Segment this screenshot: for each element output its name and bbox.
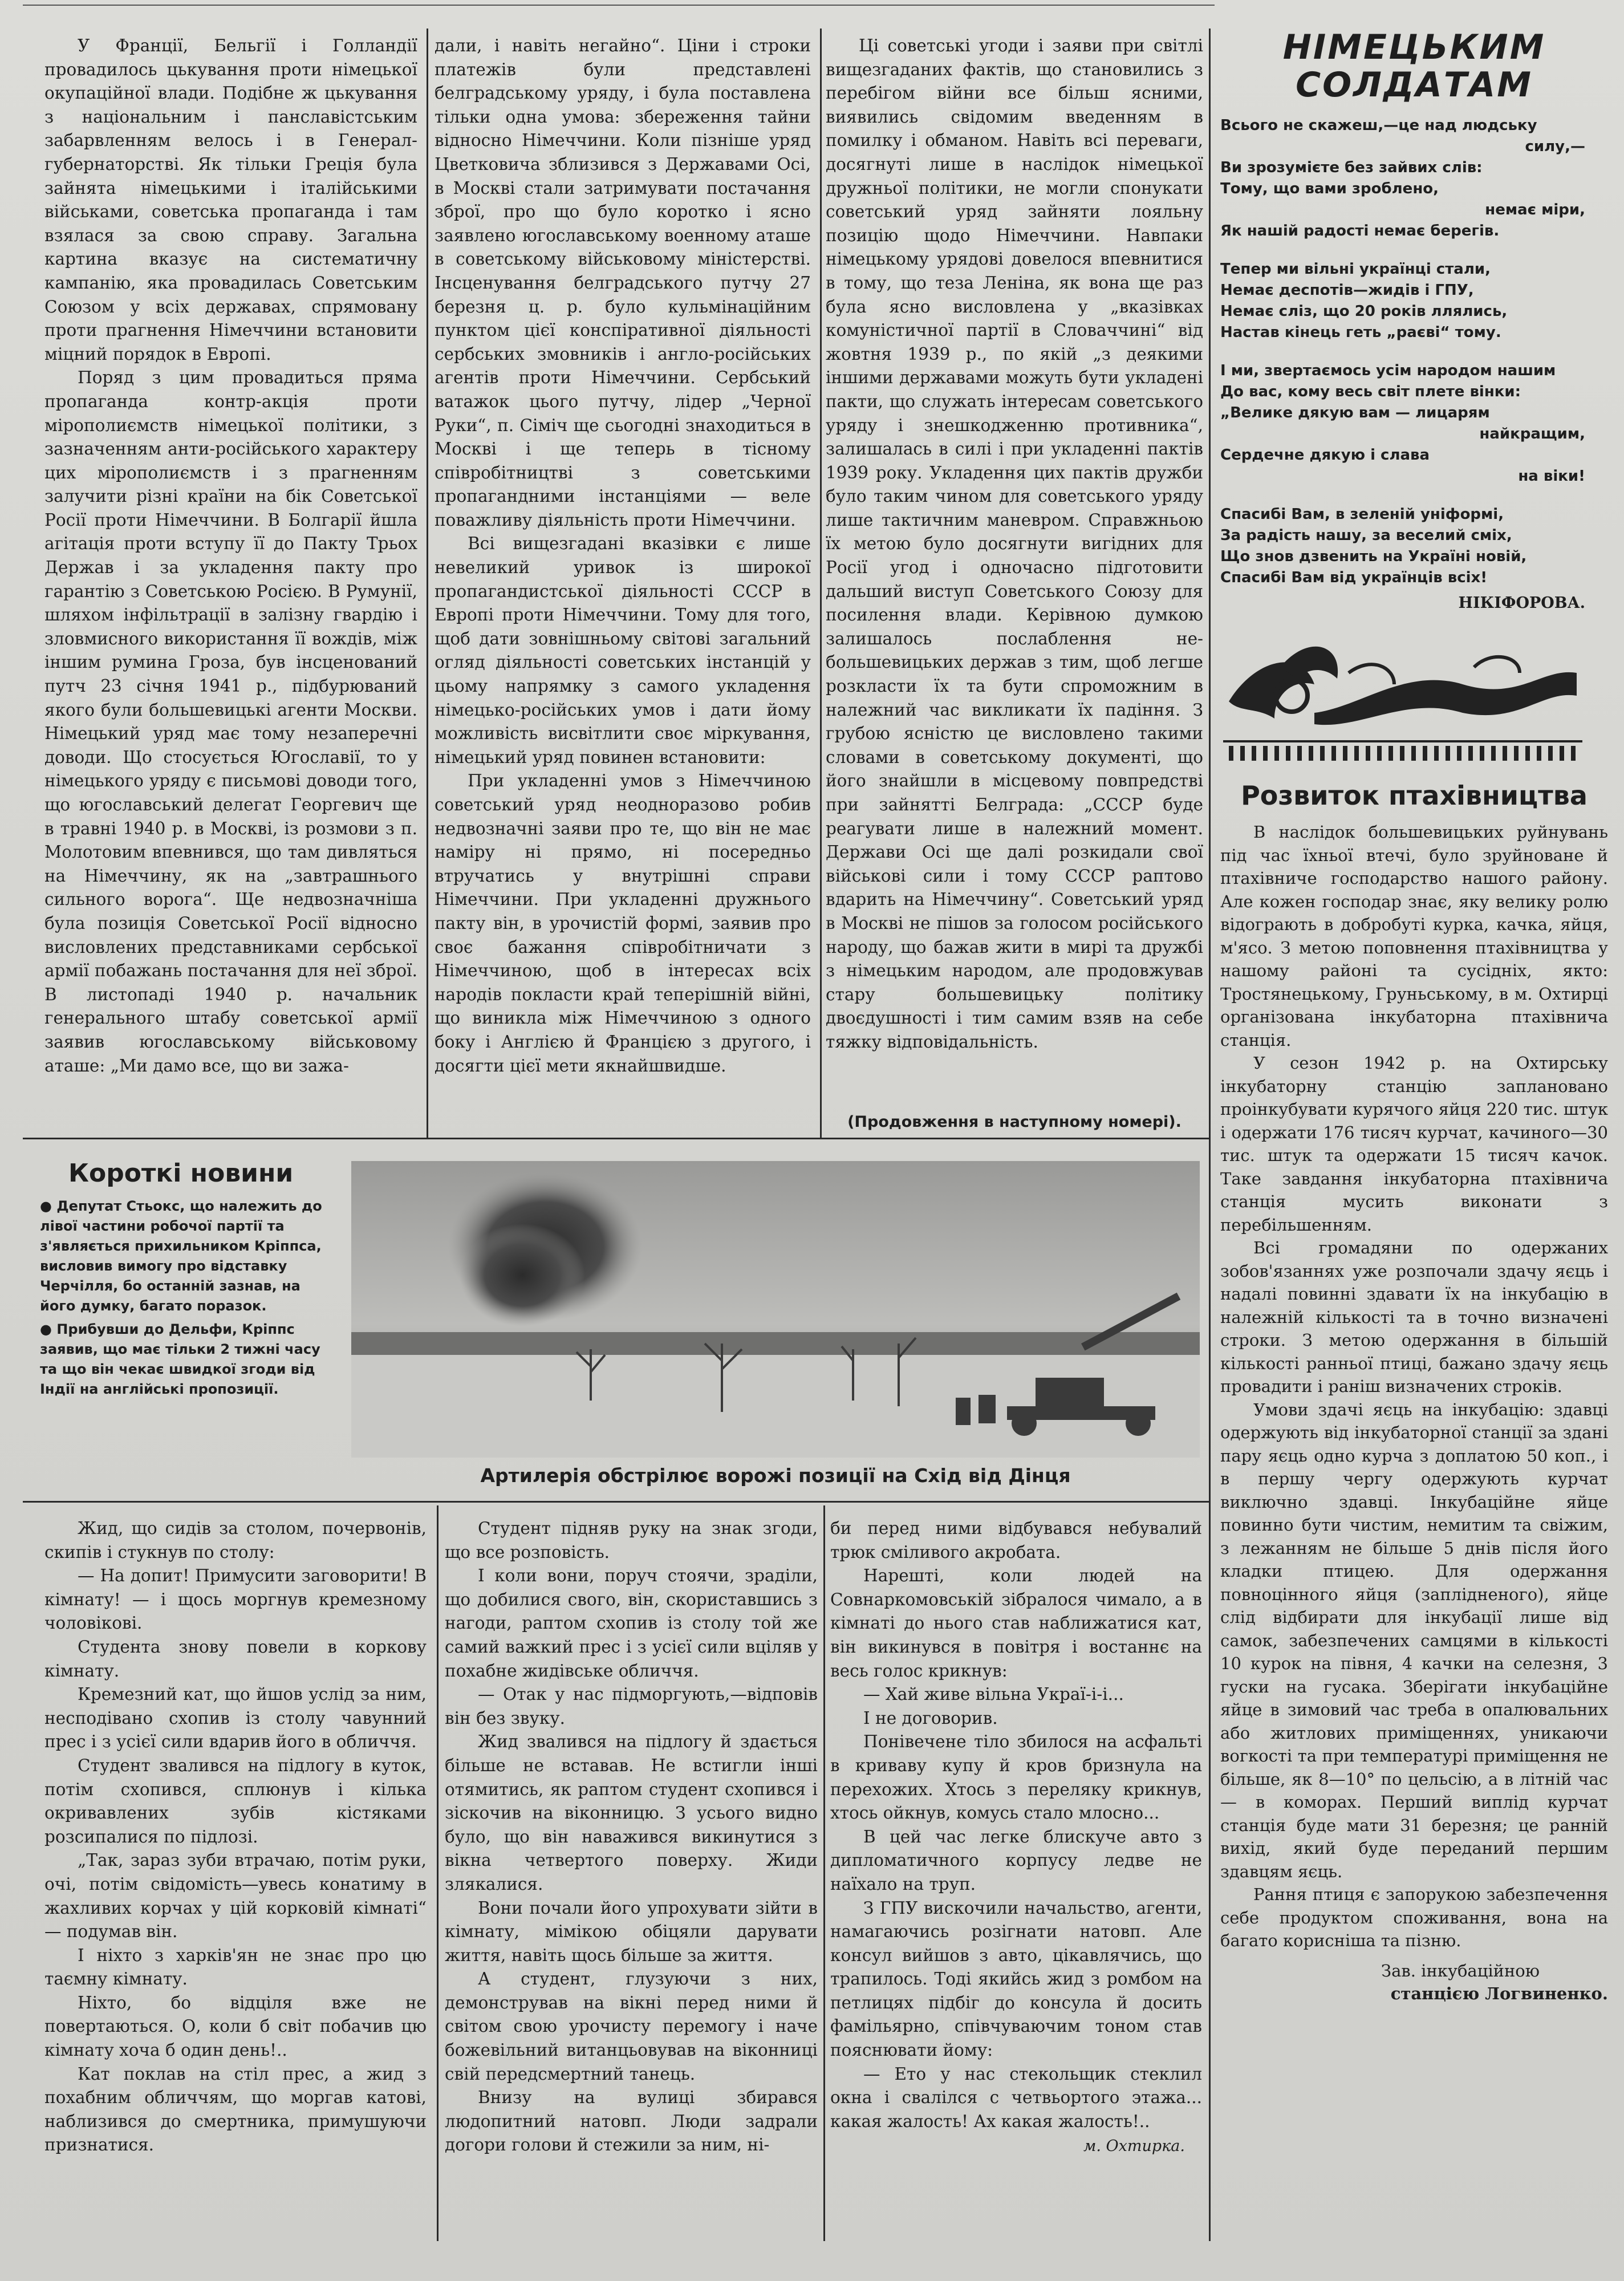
paragraph: Всі вищезгадані вказівки є лише невеликий уривок із широкої пропагандистської діяльності СССР в Европі проти Німеччини. Тому для того, щоб дати зовнішньому світові загальний огляд діяльності советських інстанцій у цьому напрямку з самого укладення німецько-російських умов і дати йому можливість висвітлити своє міркування, німецький уряд повинен встановити:: [435, 534, 811, 767]
poem-line: найкращим,: [1479, 425, 1585, 443]
poem-line: „Велике дякую вам — лицарям: [1220, 404, 1490, 421]
poem-line: Настав кінець геть „раєві“ тому.: [1220, 324, 1501, 341]
artillery-photo: [351, 1161, 1200, 1458]
main-article-column-2: [435, 34, 811, 1135]
story-rule: [23, 1501, 1209, 1503]
photo-caption: Артилерія обстрілює ворожі позиції на Схід від Дінця: [480, 1464, 1071, 1487]
paragraph: Понівечене тіло збилося на асфальті в криваву купу й кров бризнула на перехожих. Хтось з переляку крикнув, хтось ойкнув, комусь стало млосно...: [830, 1732, 1202, 1823]
paragraph: Жид, що сидів за столом, почервонів, скипів і стукнув по столу:: [44, 1519, 427, 1562]
poultry-body: [1220, 821, 1608, 1953]
poem-block: [1220, 29, 1608, 612]
poem-body: [1220, 115, 1608, 588]
bullet-icon: ●: [40, 1321, 57, 1337]
top-rule: [23, 5, 1215, 6]
paragraph: Кремезний кат, що йшов услід за ним, несподівано схопив із столу чавунний прес і з усієї сили вдарив його в обличчя.: [44, 1685, 427, 1752]
poem-line: Немає сліз, що 20 років ллялись,: [1220, 303, 1508, 320]
floral-ornament-icon: [1223, 633, 1582, 764]
paragraph: В цей час легке блискуче авто з дипломатичного корпусу ледве не наїхало на труп.: [830, 1827, 1202, 1894]
stanza-gap: [1220, 343, 1608, 360]
signature-line-2: станцією Логвиненко.: [1390, 1983, 1608, 2003]
paragraph: Студент звалився на підлогу в куток, потім схопився, сплюнув і кілька окривавлених зубів кістяками розсипалися по підлозі.: [44, 1755, 427, 1846]
paragraph: би перед ними відбувався небувалий трюк сміливого акробата.: [830, 1519, 1202, 1562]
section-rule: [23, 1138, 1209, 1139]
paragraph: Студента знову повели в коркову кімнату.: [44, 1637, 427, 1681]
news-item: [40, 1196, 336, 1316]
paragraph: З ГПУ вискочили начальство, агенти, намагаючись розігнати натовп. Але консул вийшов з авто, цікавлячись, що трапилось. Тоді якийсь жид з ромбом на петлицях підбіг до консула й досить фамільярно, співчуваючим тоном став пояснювати йому:: [830, 1898, 1202, 2060]
paragraph: „Так, зараз зуби втрачаю, потім руки, очі, потім свідомість—увесь конатиму в жахливих корчах у цій корковій кімнаті“ — подумав він.: [44, 1850, 427, 1942]
paragraph: Студент підняв руку на знак згоди, що все розповість.: [445, 1519, 818, 1562]
paragraph: — Отак у нас підморгують,—відповів він без звуку.: [445, 1685, 818, 1728]
ornament: [1223, 633, 1582, 764]
poem-line: Тому, що вами зроблено,: [1220, 180, 1439, 197]
column-divider: [820, 29, 822, 1138]
poultry-title: Розвиток птахівництва: [1241, 780, 1588, 811]
paragraph: Внизу на вулиці збирався людопитний натовп. Люди задрали догори голови й стежили за ним, ні-: [445, 2088, 818, 2155]
paragraph: У сезон 1942 р. на Охтирську інкубаторну станцію заплановано проінкубувати курячого яйця 220 тис. штук і одержати 176 тисяч курчат, качиного—30 тис. штук та одержати 15 тисяч качок. Таке завдання інкубаторна птахівнича станція мусить виконати з перебільшенням.: [1220, 1053, 1608, 1235]
poem-line: До вас, кому весь світ плете вінки:: [1220, 383, 1521, 400]
paragraph: — Хай живе вільна Украї-і-і...: [863, 1685, 1124, 1704]
paragraph: — На допит! Примусити заговорити! В кімнату! — і щось моргнув кремезному чоловікові.: [44, 1566, 427, 1633]
paragraph: Кат поклав на стіл прес, а жид з похабним обличчям, що моргав катові, наблизився до смертника, примушуючи признатися.: [44, 2064, 427, 2155]
paragraph: Нарешті, коли людей на Совнаркомовській зібралося чимало, а в кімнаті до нього став наближатися кат, він викинувся в повітря і востаннє на весь голос крикнув:: [830, 1566, 1202, 1681]
paragraph: Поряд з цим провадиться пряма пропаганда контр-акція проти мірополиємств німецької політики, з зазначенням анти-російського характеру цих мірополиємств і з прагненням залучити різні країни на бік Советської Росії проти Німеччини. В Болгарії йшла агітація проти вступу її до Пакту Трьох Держав і за укладення пакту про гарантію з Советською Росією. В Румунії, шляхом інфільтрації в залізну гвардію і зловмисного використання її вождів, між іншим румина Гроза, був інсценований путч 23 січня 1941 р., підбурюваний якого були большевицькі агенти Москви. Німецький уряд має тому незаперечні доводи. Що стосується Югославії, то у німецького уряду є письмові доводи того, що югославський делегат Георгевич ще в травні 1940 р. в Москві, із розмови з п. Молотовим впевнився, що там дивляться на Німеччину, як на „завтрашнього сильного ворога“. Ще недвозначніша була позиція Советської Росії відносно висловлених представниками сербської армії побажань постачання для неї зброї. В листопаді 1940 р. начальник генерального штабу советської армії заявив югославському військовому аташе: „Ми дамо все, що ви зажа-: [44, 368, 417, 1075]
paragraph: І ніхто з харків'ян не знає про цю таємну кімнату.: [44, 1945, 427, 1989]
news-items: [40, 1196, 336, 1399]
story-column-2: [445, 1517, 818, 2241]
main-article-column-3: [826, 34, 1203, 1118]
paragraph: Рання птиця є запорукою забезпечення себе продуктом споживання, вона на багато корисніша та пізню.: [1220, 1885, 1608, 1950]
poem-title-line-2: СОЛДАТАМ: [1296, 65, 1533, 105]
signature-line-1: Зав. інкубаційною: [1381, 1961, 1540, 1980]
short-news: [40, 1158, 336, 1403]
column-divider: [437, 1505, 439, 2241]
paragraph: При укладенні умов з Німеччиною советський уряд неодноразово робив недвозначні заяви про те, що він не має наміру ні прямо, ні посередньо втручатись у внутрішні справи Німеччини. При укладенні дружнього пакту він, в урочистій формі, заявив про своє бажання співробітничати з Німеччиною, щоб в інтересах всіх народів покласти край теперішній війні, що виникла між Німеччиною з одного боку і Англією й Францією з другого, і досягти цієї мети якнайшвидше.: [435, 771, 811, 1075]
artillery-photo-image: [351, 1161, 1200, 1458]
paragraph: А студент, глузуючи з них, демонстрував на вікні перед ними й світом свою урочисту перемогу і наче божевільний витанцьовував на віконниці свій передсмертний танець.: [445, 1969, 818, 2084]
poem-line: немає міри,: [1485, 201, 1585, 218]
paragraph: Ніхто, бо відціля вже не повертаються. О, коли б світ побачив цю кімнату хоча б один день!..: [44, 1992, 427, 2060]
poem-title: [1220, 29, 1608, 104]
place-signature: м. Охтирка.: [1083, 2137, 1185, 2156]
paragraph: В наслідок большевицьких руйнувань під час їхньої втечі, було зруйноване й птахівниче господарство нашого району. Але кожен господар знає, яку велику ролю відограють в добробуті курка, качка, яйця, м'ясо. З метою поповнення птахівництва у нашому районі та сусідніх, якто: Тростянецькому, Груньському, в м. Охтирці організована інкубаторна птахівнича станція.: [1220, 822, 1608, 1050]
sidebar-divider: [1209, 29, 1211, 2241]
poem-line: І ми, звертаємось усім народом нашим: [1220, 362, 1556, 379]
stanza-gap: [1220, 487, 1608, 504]
paragraph: Жид звалився на підлогу й здається більше не вставав. Не встигли інші отямитись, як раптом студент схопився і зіскочив на віконницю. З усього видно було, що він наважився викинутися з вікна четвертого поверху. Жиди злякалися.: [445, 1732, 818, 1894]
paragraph: дали, і навіть негайно“. Ціни і строки платежів були представлені белградському уряду, і була поставлена тільки одна умова: збереження тайни відносно Німеччини. Коли пізніше уряд Цветковича зблизився з Державами Осі, в Москві стали затримувати постачання зброї, про що було коротко і ясно заявлено югославському военному аташе в советському військовому міністерстві. Інсценування белградського путчу 27 березня ц. р. було кульмінаційним пунктом цієї конспіративної діяльності сербських змовників і англо-російських агентів проти Німеччини. Сербський ватажок цього путчу, лідер „Черної Руки“, п. Сіміч ще сьогодні знаходиться в Москві і ще теперь в тісному співробітництві з советськими пропагандними інстанціями — веле поважливу діяльність проти Німеччини.: [435, 36, 811, 530]
column-divider: [427, 29, 428, 1138]
poem-line: Як нашій радості немає берегів.: [1220, 222, 1500, 240]
news-title: Короткі новини: [68, 1159, 294, 1188]
poem-line: Всього не скажеш,—це над людську: [1220, 117, 1537, 134]
continued-note: (Продовження в наступному номері).: [847, 1113, 1182, 1131]
poultry-signature: [1220, 1959, 1608, 2005]
story-column-1: [44, 1517, 427, 2241]
poultry-article: [1220, 778, 1608, 2244]
column-divider: [823, 1505, 825, 2241]
poem-line: Що знов дзвенить на Україні новій,: [1220, 548, 1527, 565]
paragraph: І не договорив.: [863, 1708, 998, 1728]
poem-line: За радість нашу, за веселий сміх,: [1220, 527, 1512, 544]
poem-line: силу,—: [1525, 138, 1585, 155]
stanza-gap: [1220, 242, 1608, 259]
news-item-text: Депутат Стьокс, що належить до лівої частини робочої партії та з'являється прихильником Кріппса, висловив вимогу про відставку Черчілля, бо останній зазнав, на його думку, багато поразок.: [40, 1198, 322, 1314]
paragraph: У Франції, Бельгії і Голландії провадилось цькування проти німецької окупаційної влади. Подібне ж цькування з національним і панславістським забарвленням велось і в Генерал-губернаторстві. Як тільки Греція була зайнята німецькими і італійськими військами, советська пропаганда і там взялася за свою справу. Загальна картина вказує на систематичну кампанію, яка провадилась Советським Союзом у всіх державах, спрямовану проти прагнення Німеччини встановити міцний порядок в Европі.: [44, 36, 417, 364]
main-article-column-1: [44, 34, 417, 1135]
news-item-text: Прибувши до Дельфи, Кріппс заявив, що має тільки 2 тижні часу та що він чекає швидкої згоди від Індії на англійські пропозиції.: [40, 1321, 320, 1397]
paragraph: Всі громадяни по одержаних зобов'язаннях уже розпочали здачу яєць і надалі повинні здавати їх на інкубацію в належній кількості та в точно визначені строки. З метою одержання в більшій кількості ранньої птиці, бажано здачу яєць провадити і раніш визначених строків.: [1220, 1238, 1608, 1396]
poem-line: Спасибі Вам від українців всіх!: [1220, 569, 1488, 586]
bullet-icon: ●: [40, 1198, 57, 1214]
paragraph: Вони почали його упрохувати зійти в кімнату, мімікою обіцяли дарувати життя, навіть щось більше за життя.: [445, 1898, 818, 1965]
poem-line: Немає деспотів—жидів і ГПУ,: [1220, 282, 1474, 299]
paragraph: — Ето у нас стекольщик стеклил окна і свалілся с четвьортого этажа... какая жалость! Ах какая жалость!..: [830, 2064, 1202, 2131]
paragraph: І коли вони, поруч стоячи, зраділи, що добилися свого, він, скориставшись з нагоди, раптом схопив із столу той же самий важкий прес і з усієї сили вціляв у похабне жидівське обличчя.: [445, 1566, 818, 1681]
poem-author: НІКІФОРОВА.: [1458, 594, 1585, 612]
poem-line: Тепер ми вільні українці стали,: [1220, 261, 1491, 278]
news-item: [40, 1320, 336, 1399]
poem-line: Спасибі Вам, в зеленій уніформі,: [1220, 506, 1504, 523]
poem-line: на віки!: [1518, 468, 1585, 485]
story-column-3: [830, 1517, 1202, 2241]
poem-line: Сердечне дякую і слава: [1220, 447, 1430, 464]
paragraph: Ці советські угоди і заяви при світлі вищезгаданих фактів, що становились з перебігом війни все більш ясними, виявились свідомим введенням в помилку і обманом. Навіть всі переваги, досягнуті лише в наслідок німецької дружньої політики, не могли спонукати советський уряд зайняти лояльну позицію щодо Німеччини. Навпаки німецькому урядові довелося впевнитися в тому, що теза Леніна, як вона ще раз була ясно висловлена у „вказівках комуністичної партії в Словаччині“ від жовтня 1939 р., по якій „з деякими іншими державами можуть бути укладені пакти, що служать інтересам советського уряду і знешкодженню противника“, залишалась в силі і при укладенні пактів 1939 року. Укладення цих пактів дружби було таким чином для советського уряду лише тактичним маневром. Справжньою їх метою було досягнути вигідних для Росії угод і одночасно підготовити дальший виступ Советського Союзу для посилення влади. Керівною думкою залишалось послаблення не-большевицьких держав з тим, щоб легше розкласти їх та бути спроможним в належний час викликати їх падіння. З грубою ясністю це висловлено такими словами в советському документі, що його знайшли в місцевому повпредстві при зайнятті Белграда: „СССР буде реагувати лише в належний момент. Держави Осі ще далі розкидали свої військові сили і тому СССР раптово вдарить на Німеччину“. Советський уряд в Москві не пішов за голосом російського народу, що бажав жити в мирі та дружбі з німецьким народом, але продовжував стару большевицьку політику двоєдушності і тим самим взяв на себе тяжку відповідальність.: [826, 36, 1203, 1052]
poem-line: Ви зрозумієте без зайвих слів:: [1220, 159, 1483, 176]
paragraph: Умови здачі яєць на інкубацію: здавці одержують від інкубаторної станції за здані пару яєць одно курча з доплатою 50 коп., і в першу чергу одержують курчат виключно здавці. Інкубаційне яйце повинно бути чистим, немитим та свіжим, з лежанням не більше 5 днів після його кладки птицею. Для одержання повноцінного яйця (заплідненого), яйце слід відбирати для інкубації лише від самок, забезпечених самцями в кількості 10 курок на півня, 4 качки на селезня, 3 гуски на гусака. Зберігати інкубаційне яйце в зимовий час треба в опалювальних або житлових приміщеннях, уникаючи вогкості та при температурі приміщення не більше, як 8—10° по цельсію, а в літній час — в коморах. Перший виплід курчат станція буде мати 31 березня; це ранній вихід, який буде переданий першим здавцям яєць.: [1220, 1399, 1608, 1881]
poem-title-line-1: НІМЕЦЬКИМ: [1282, 27, 1546, 67]
